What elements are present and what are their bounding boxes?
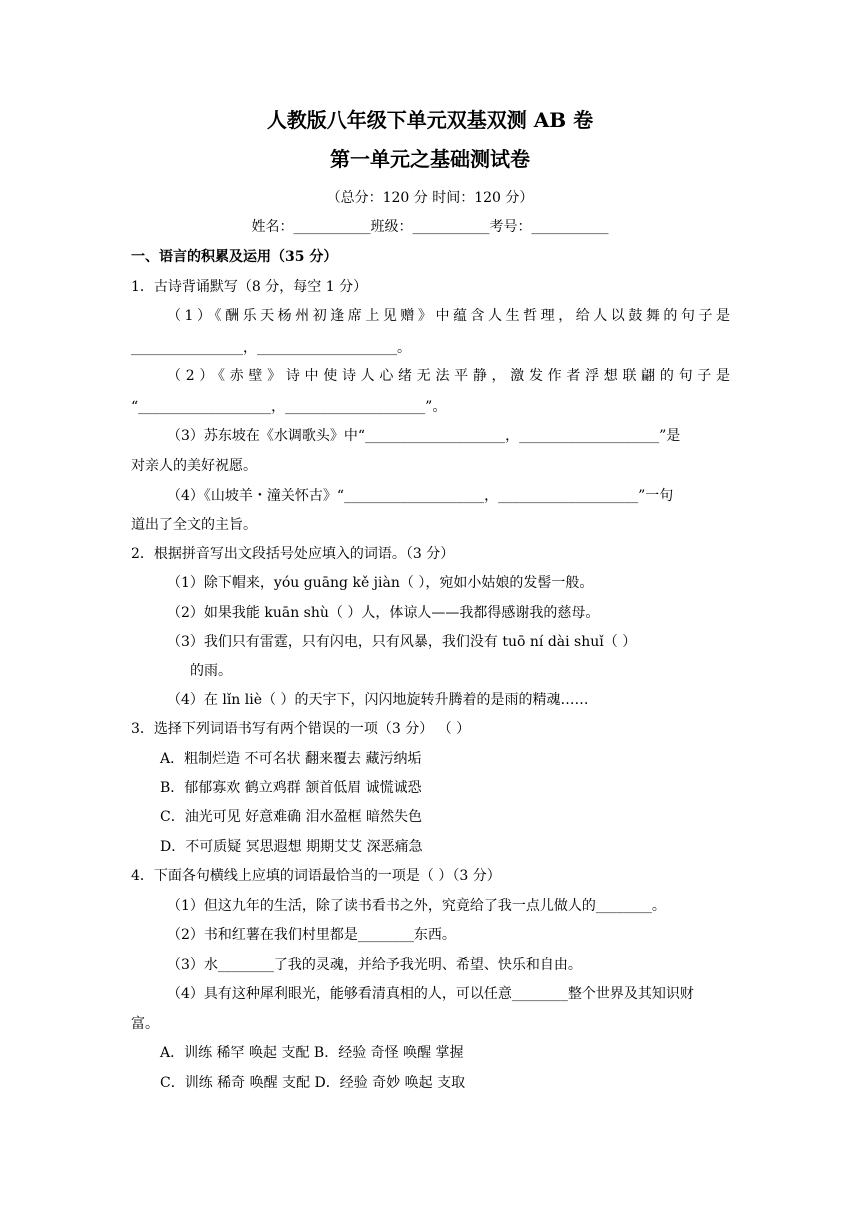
question-4-sentence-4-cont: 富。 [131, 1016, 159, 1032]
question-4-stem: 4．下面各句横线上应填的词语最恰当的一项是（ ）（3 分） [131, 868, 501, 884]
question-4-sentence-2: （2）书和红薯在我们村里都是________东西。 [167, 927, 456, 943]
question-3-stem: 3．选择下列词语书写有两个错误的一项（3 分） （ ） [131, 721, 471, 737]
question-2-stem: 2．根据拼音写出文段括号处应填入的词语。（3 分） [131, 546, 455, 562]
question-4-options-row-2: C．训练 稀奇 唤醒 支配 D．经验 奇妙 唤起 支取 [160, 1075, 466, 1091]
question-1-part-4-cont: 道出了全文的主旨。 [131, 517, 257, 533]
question-1-part-4: （4）《山坡羊・潼关怀古》“____________________，____________________”一句 [167, 488, 674, 504]
section-heading: 一、语言的积累及运用（35 分） [131, 249, 338, 265]
question-3-option-b: B．郁郁寡欢 鹤立鸡群 颔首低眉 诚慌诚恐 [160, 780, 422, 796]
question-2-item-3-cont: 的雨。 [190, 663, 232, 679]
question-4-sentence-1: （1）但这九年的生活，除了读书看书之外，究竟给了我一点儿做人的________。 [167, 898, 666, 914]
question-3-option-d: D．不可质疑 冥思遐想 期期艾艾 深恶痛急 [160, 839, 423, 855]
question-1-part-1: （1）《酬乐天杨州初逢席上见赠》中蕴含人生哲理，给人以鼓舞的句子是 [167, 308, 730, 324]
question-4-sentence-3: （3）水________了我的灵魂，并给予我光明、希望、快乐和自由。 [167, 957, 582, 973]
question-1-part-3: （3）苏东坡在《水调歌头》中“____________________，____________________”是 [167, 428, 681, 444]
question-3-option-a: A．粗制烂造 不可名状 翻来覆去 藏污纳垢 [160, 751, 422, 767]
question-4-options-row-1: A．训练 稀罕 唤起 支配 B．经验 奇怪 唤醒 掌握 [160, 1045, 464, 1061]
student-info-line: 姓名：___________班级：___________考号：___________ [251, 219, 609, 235]
question-1-part-2-blanks: “___________________，____________________”。 [131, 399, 447, 415]
question-1-part-2: （2）《赤壁》诗中使诗人心绪无法平静，激发作者浮想联翩的句子是 [167, 368, 730, 384]
question-4-sentence-4: （4）具有这种犀利眼光，能够看清真相的人，可以任意________整个世界及其知识财 [167, 986, 694, 1002]
question-1-stem: 1．古诗背诵默写（8 分，每空 1 分） [131, 279, 368, 295]
question-3-option-c: C．油光可见 好意难确 泪水盈框 暗然失色 [160, 809, 423, 825]
question-2-item-4: （4）在 lǐn liè（ ）的天宇下，闪闪地旋转升腾着的是雨的精魂…… [167, 692, 589, 708]
question-1-part-3-cont: 对亲人的美好祝愿。 [131, 458, 257, 474]
exam-subtitle: 第一单元之基础测试卷 [330, 147, 530, 171]
question-2-item-2: （2）如果我能 kuān shù（ ）人，体谅人——我都得感谢我的慈母。 [167, 605, 600, 621]
exam-title: 人教版八年级下单元双基双测 AB 卷 [266, 108, 594, 132]
question-2-item-1: （1）除下帽来，yóu guāng kě jiàn（ ），宛如小姑娘的发髻一般。 [167, 575, 594, 591]
question-2-item-3: （3）我们只有雷霆，只有闪电，只有风暴，我们没有 tuō ní dài shuǐ（ ） [167, 634, 637, 650]
question-1-part-1-blanks: ________________，____________________。 [131, 340, 411, 356]
score-time: （总分：120 分 时间：120 分） [326, 190, 534, 206]
